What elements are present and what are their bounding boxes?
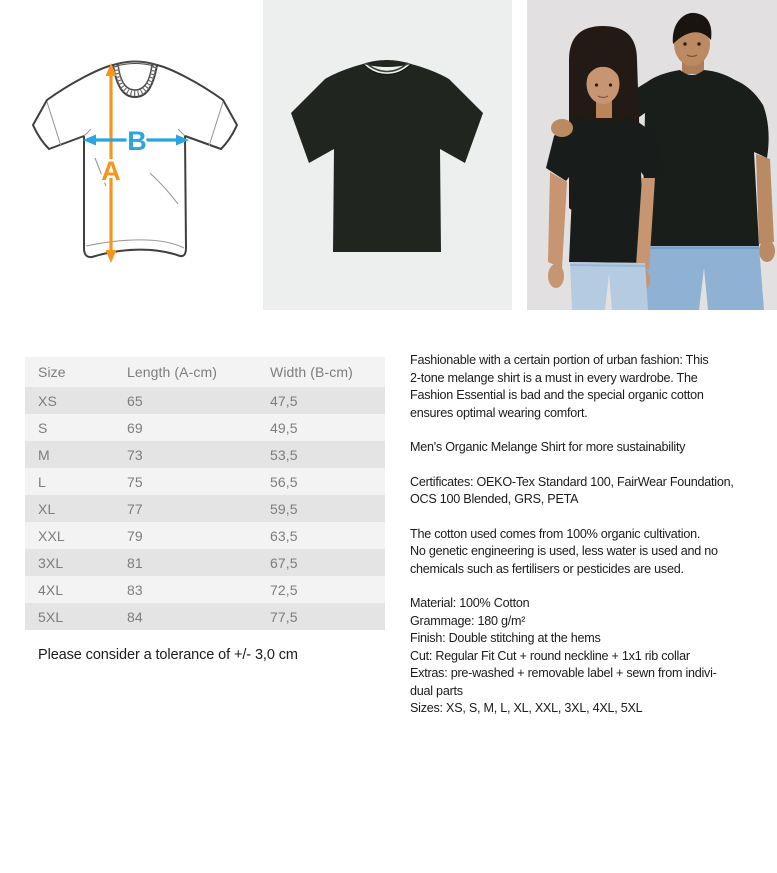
width-cell: 59,5 bbox=[270, 500, 298, 517]
man-jeans bbox=[642, 246, 764, 310]
man-hand-on-shoulder bbox=[551, 119, 573, 137]
description-line: No genetic engineering is used, less water is used and no bbox=[410, 544, 718, 558]
width-cell: 77,5 bbox=[270, 608, 298, 625]
tshirt-measurement-sketch bbox=[0, 0, 250, 310]
size-diagram-image[interactable] bbox=[0, 0, 250, 310]
description-line: OCS 100 Blended, GRS, PETA bbox=[410, 492, 579, 506]
size-table-row bbox=[25, 387, 385, 414]
description-line: Sizes: XS, S, M, L, XL, XXL, 3XL, 4XL, 5XL bbox=[410, 701, 643, 715]
man-forearm bbox=[756, 154, 774, 244]
description-paragraph bbox=[410, 439, 775, 457]
tolerance-note: Please consider a tolerance of +/- 3,0 cm bbox=[38, 647, 298, 663]
length-cell: 69 bbox=[127, 419, 143, 436]
length-cell: 73 bbox=[127, 446, 143, 463]
description-paragraph bbox=[410, 595, 775, 718]
description-line: ensures optimal wearing comfort. bbox=[410, 405, 588, 420]
length-cell: 79 bbox=[127, 527, 143, 544]
description-line: Fashionable with a certain portion of urban fashion: This bbox=[410, 353, 709, 367]
size-table bbox=[25, 357, 385, 630]
size-table-body bbox=[25, 387, 385, 630]
width-cell: 47,5 bbox=[270, 392, 298, 409]
column-header-size: Size bbox=[38, 364, 66, 380]
size-cell: M bbox=[38, 446, 50, 463]
description-line: dual parts bbox=[410, 683, 463, 698]
description-line: Men's Organic Melange Shirt for more sustainability bbox=[410, 440, 686, 454]
description-line: Grammage: 180 g/m² bbox=[410, 613, 526, 628]
size-table-row bbox=[25, 468, 385, 495]
width-cell: 53,5 bbox=[270, 446, 298, 463]
product-description bbox=[410, 352, 775, 735]
length-cell: 75 bbox=[127, 473, 143, 490]
description-line: Fashion Essential is bad and the special organic cotton bbox=[410, 388, 704, 402]
size-cell: S bbox=[38, 419, 48, 436]
width-cell: 56,5 bbox=[270, 473, 298, 490]
size-cell: 4XL bbox=[38, 581, 64, 598]
description-line: 2-tone melange shirt is a must in every wardrobe. The bbox=[410, 370, 698, 385]
description-line: The cotton used comes from 100% organic cultivation. bbox=[410, 526, 701, 541]
size-table-header-row bbox=[25, 357, 385, 387]
size-cell: XXL bbox=[38, 527, 65, 544]
models-photo bbox=[527, 0, 777, 310]
width-label-b: B bbox=[127, 126, 147, 156]
width-cell: 63,5 bbox=[270, 527, 298, 544]
woman-forearm-left bbox=[548, 172, 567, 268]
description-line: chemicals such as fertilisers or pesticides are used. bbox=[410, 561, 684, 576]
woman-jeans bbox=[570, 262, 648, 310]
length-cell: 83 bbox=[127, 581, 143, 598]
product-photo-flat[interactable] bbox=[263, 0, 512, 310]
product-image-gallery bbox=[0, 0, 777, 310]
size-table-row bbox=[25, 576, 385, 603]
model-woman bbox=[546, 26, 666, 310]
flat-tshirt-shape bbox=[291, 60, 483, 252]
width-cell: 72,5 bbox=[270, 581, 298, 598]
description-line: Extras: pre-washed + removable label + sewn from indivi- bbox=[410, 666, 717, 680]
flat-black-tshirt-image bbox=[263, 0, 512, 310]
arrowhead-down-icon bbox=[106, 250, 117, 263]
size-cell: XS bbox=[38, 392, 57, 409]
length-cell: 77 bbox=[127, 500, 143, 517]
description-paragraph bbox=[410, 352, 775, 422]
size-table-row bbox=[25, 441, 385, 468]
size-cell: 3XL bbox=[38, 554, 64, 571]
description-line: Material: 100% Cotton bbox=[410, 596, 530, 610]
length-cell: 84 bbox=[127, 608, 143, 625]
description-line: Cut: Regular Fit Cut + round neckline + 1x1 rib collar bbox=[410, 648, 690, 663]
size-cell: XL bbox=[38, 500, 56, 517]
length-cell: 65 bbox=[127, 392, 143, 409]
column-header-length: Length (A-cm) bbox=[127, 364, 217, 380]
size-table-row bbox=[25, 414, 385, 441]
length-label-a: A bbox=[101, 156, 121, 186]
description-paragraph bbox=[410, 474, 775, 509]
size-cell: 5XL bbox=[38, 608, 64, 625]
description-line: Certificates: OEKO-Tex Standard 100, FairWear Foundation, bbox=[410, 474, 734, 489]
length-cell: 81 bbox=[127, 554, 143, 571]
size-table-row bbox=[25, 522, 385, 549]
size-table-row bbox=[25, 549, 385, 576]
width-cell: 49,5 bbox=[270, 419, 298, 436]
product-photo-models[interactable] bbox=[527, 0, 777, 310]
width-cell: 67,5 bbox=[270, 554, 298, 571]
description-line: Finish: Double stitching at the hems bbox=[410, 631, 601, 645]
size-table-row bbox=[25, 603, 385, 630]
size-cell: L bbox=[38, 473, 46, 490]
column-header-width: Width (B-cm) bbox=[270, 364, 353, 380]
description-paragraph bbox=[410, 526, 775, 579]
size-table-row bbox=[25, 495, 385, 522]
